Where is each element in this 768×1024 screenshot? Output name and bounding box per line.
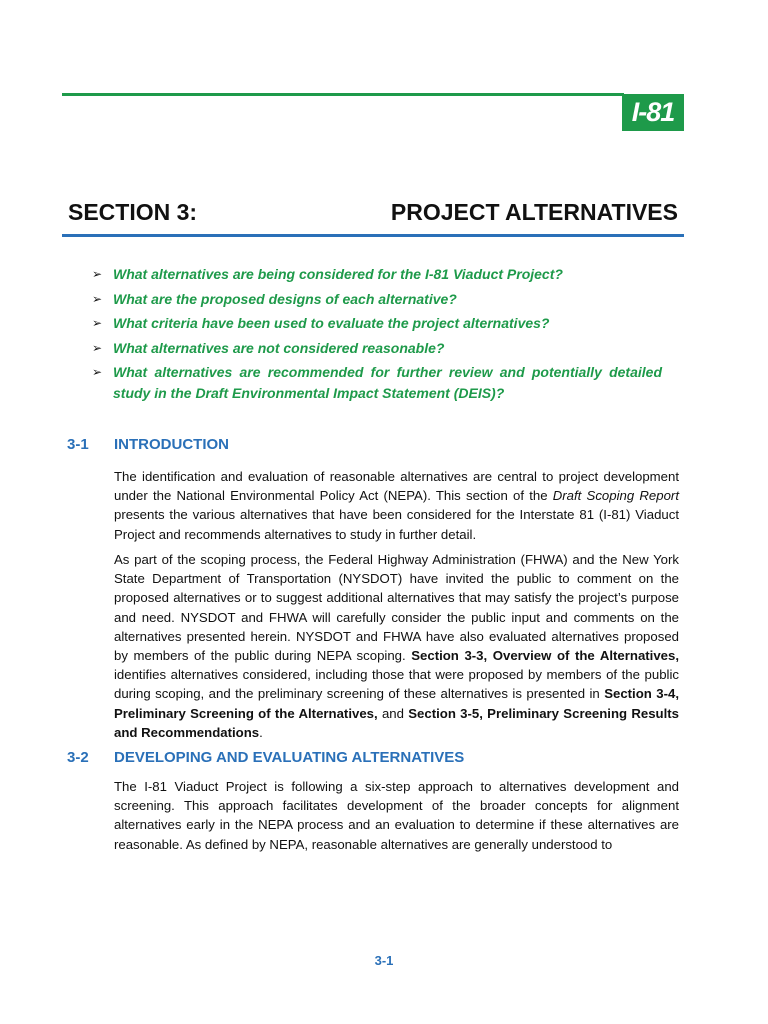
question-item: ➢ What criteria have been used to evaluate the project alternatives? xyxy=(92,313,662,334)
section-title: PROJECT ALTERNATIVES xyxy=(390,199,678,225)
arrow-bullet-icon: ➢ xyxy=(92,316,103,330)
section-reference: Section 3-5, Preliminary Screening Results and Recommendations xyxy=(114,705,679,740)
section-reference: Section 3-3, Overview of the Alternatives, xyxy=(411,648,679,664)
key-questions-list xyxy=(92,264,662,407)
heading-developing-alternatives xyxy=(67,749,464,766)
section-reference: Section 3-4, Preliminary Screening of the Alternatives, xyxy=(114,686,679,721)
arrow-bullet-icon: ➢ xyxy=(92,340,103,355)
section-label: SECTION 3: xyxy=(68,199,198,225)
arrow-bullet-icon: ➢ xyxy=(92,291,103,306)
i81-logo: I-81 xyxy=(622,94,684,131)
developing-paragraph-1: The I-81 Viaduct Project is following a six-step approach to alternatives development and screening. This approach facilitates development of the broader concepts for alignment alternatives early in the NEPA process and an evaluation to determine if these alternatives are reasonable. As defined by NEPA, reasonable alternatives are generally understood to xyxy=(114,779,679,852)
page-title xyxy=(68,199,678,226)
page-number: 3-1 xyxy=(374,953,394,968)
question-item: ➢ What alternatives are not considered reasonable? xyxy=(92,338,662,359)
question-item: ➢ What are the proposed designs of each alternative? xyxy=(92,289,662,310)
heading-introduction xyxy=(67,436,229,453)
arrow-bullet-icon: ➢ xyxy=(92,365,103,379)
question-item: ➢ What alternatives are being considered for the I-81 Viaduct Project? xyxy=(92,264,662,285)
heading-number: 3-2 xyxy=(67,749,89,766)
intro-paragraph-1: The identification and evaluation of reasonable alternatives are central to project development under the National Environmental Policy Act (NEPA). This section of the Draft Scoping Report presents the various alternatives that have been considered for the Interstate 81 (I-81) Viaduct Project and recommends alternatives to study in further detail. xyxy=(114,469,679,542)
heading-text: INTRODUCTION xyxy=(114,436,229,453)
intro-paragraph-2: As part of the scoping process, the Federal Highway Administration (FHWA) and the New York State Department of Transportation (NYSDOT) have invited the public to comment on the proposed alternatives or to suggest additional alternatives that may satisfy the project’s purpose and need. NYSDOT and FHWA will carefully consider the public input and comments on the alternatives presented herein. NYSDOT and FHWA have also evaluated alternatives proposed by members of the public during NEPA scoping. Section 3-3, Overview of the Alternatives, identifies alternatives considered, including those that were proposed by members of the public during scoping, and the preliminary screening of these alternatives is presented in Section 3-4, Preliminary Screening of the Alternatives, and Section 3-5, Preliminary Screening Results and Recommendations. xyxy=(114,552,679,740)
heading-number: 3-1 xyxy=(67,436,89,453)
arrow-bullet-icon: ➢ xyxy=(92,267,103,281)
header-rule xyxy=(62,93,624,96)
title-rule xyxy=(62,234,684,237)
heading-text: DEVELOPING AND EVALUATING ALTERNATIVES xyxy=(114,749,465,766)
question-item: ➢ What alternatives are recommended for further review and potentially detailed study in the Draft Environmental Impact Statement (DEIS)? xyxy=(92,364,662,401)
